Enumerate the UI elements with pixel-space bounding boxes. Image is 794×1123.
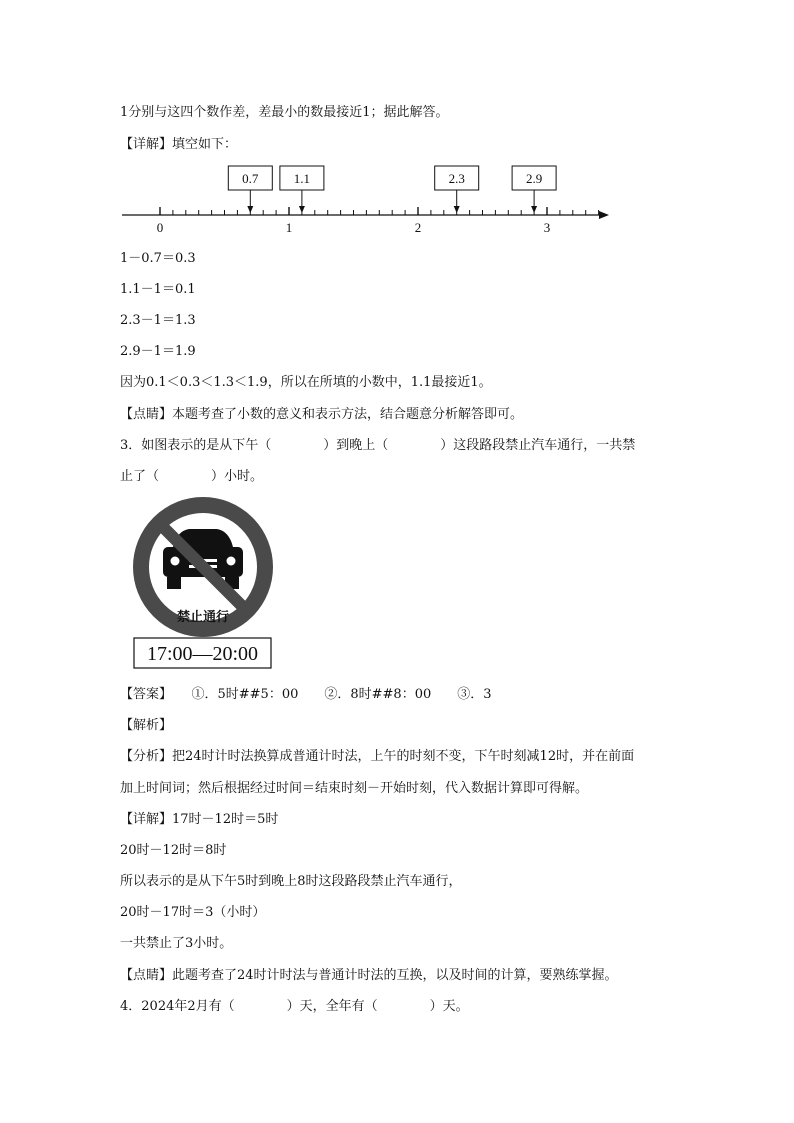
detail-line: 【详解】17时－12时＝5时 <box>120 812 279 827</box>
tick-label: 1 <box>285 220 293 235</box>
value-box <box>512 166 556 213</box>
value-box <box>280 166 324 213</box>
pointer-arrow <box>299 206 305 213</box>
remark-line: 【点睛】此题考查了24时计时法与普通计时法的互换，以及时间的计算，要熟练掌握。 <box>120 968 618 983</box>
analysis-line: 加上时间词；然后根据经过时间＝结束时刻－开始时刻，代入数据计算即可得解。 <box>120 781 589 796</box>
question-3-line: 3．如图表示的是从下午（ ）到晚上（ ）这段路段禁止汽车通行，一共禁 <box>120 438 636 453</box>
pointer-arrow <box>247 206 253 213</box>
value-box <box>228 166 272 213</box>
value-box-label: 0.7 <box>242 171 259 186</box>
detail-line: 一共禁止了3小时。 <box>120 936 233 951</box>
calc-line: 1－0.7＝0.3 <box>120 251 196 266</box>
sign-text: 禁止通行 <box>176 610 230 625</box>
question-4-line: 4．2024年2月有（ ）天，全年有（ ）天。 <box>120 999 469 1014</box>
time-text: 17:00—20:00 <box>146 643 259 665</box>
number-line-diagram <box>112 160 622 240</box>
analysis-heading: 【解析】 <box>120 718 173 733</box>
tick-label: 0 <box>156 220 164 235</box>
question-3-line: 止了（ ）小时。 <box>120 469 264 484</box>
number-line-arrow <box>599 211 609 219</box>
pointer-arrow <box>531 206 537 213</box>
pointer-arrow <box>454 206 460 213</box>
detail-line: 所以表示的是从下午5时到晚上8时这段路段禁止汽车通行， <box>120 874 462 889</box>
value-box-label: 2.3 <box>448 171 465 186</box>
detail-heading: 【详解】填空如下： <box>120 137 238 152</box>
no-traffic-sign <box>125 495 285 675</box>
tick-label: 3 <box>543 220 551 235</box>
detail-line: 20时－17时＝3（小时） <box>120 905 266 920</box>
calc-line: 2.3－1＝1.3 <box>120 313 196 328</box>
remark-line: 【点睛】本题考查了小数的意义和表示方法，结合题意分析解答即可。 <box>120 407 524 422</box>
value-box <box>435 166 479 213</box>
calc-line: 1.1－1＝0.1 <box>120 282 196 297</box>
text-line: 1分别与这四个数作差，差最小的数最接近1；据此解答。 <box>120 105 449 120</box>
answer-line: 【答案】 ①．5时##5：00 ②．8时##8：00 ③．3 <box>120 687 492 702</box>
detail-line: 20时－12时＝8时 <box>120 843 227 858</box>
value-box-label: 2.9 <box>525 171 543 186</box>
analysis-line: 【分析】把24时计时法换算成普通计时法，上午的时刻不变，下午时刻减12时，并在前面 <box>120 749 635 764</box>
tick-label: 2 <box>414 220 422 235</box>
value-box-label: 1.1 <box>293 171 311 186</box>
calc-line: 2.9－1＝1.9 <box>120 344 196 359</box>
conclusion-line: 因为0.1＜0.3＜1.3＜1.9，所以在所填的小数中，1.1最接近1。 <box>120 375 492 390</box>
